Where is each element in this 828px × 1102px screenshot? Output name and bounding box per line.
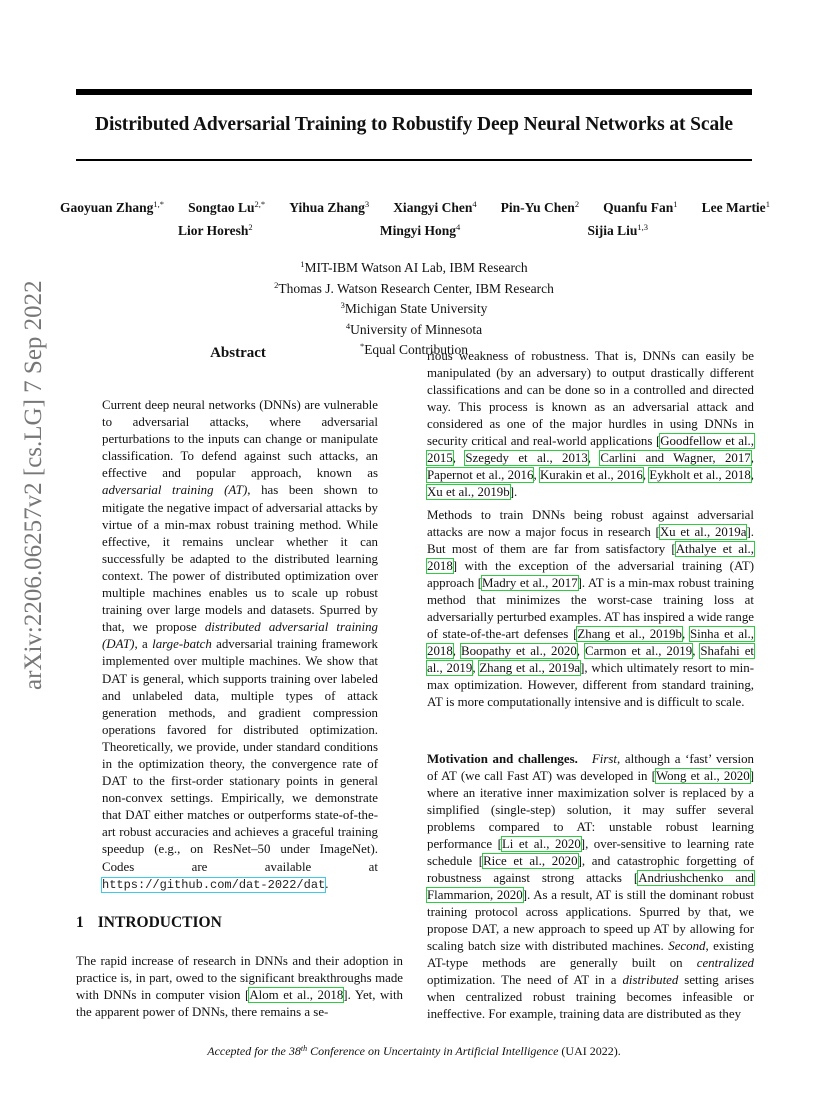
- arxiv-watermark: [20, 280, 60, 730]
- author-name: Lee Martie$^1$: [701, 199, 770, 215]
- author-name: Sijia Liu$^{1,3}$: [587, 222, 648, 238]
- code-link[interactable]: https://github.com/dat-2022/dat: [102, 877, 326, 892]
- section-heading: 1 INTRODUCTION: [76, 914, 222, 931]
- citation-link[interactable]: Madry et al., 2017: [482, 576, 578, 590]
- affiliation-line: $^1$MIT-IBM Watson AI Lab, IBM Research: [300, 259, 528, 275]
- author-list-row-1: [60, 199, 770, 216]
- citation-link[interactable]: Goodfellow et al., 2015: [427, 434, 754, 465]
- citation-link[interactable]: Zhang et al., 2019a: [479, 661, 581, 675]
- citation-link[interactable]: Kurakin et al., 2016: [539, 468, 643, 482]
- arxiv-id: arXiv:2206.06257v2 [cs.LG] 7 Sep 2022: [20, 280, 47, 690]
- affiliations: [76, 256, 752, 359]
- citation-link[interactable]: Carmon et al., 2019: [584, 644, 693, 658]
- citation-link[interactable]: Alom et al., 2018: [249, 988, 344, 1002]
- author-name: Quanfu Fan$^1$: [603, 199, 678, 215]
- title-rule: [76, 159, 752, 161]
- author-name: Yihua Zhang$^3$: [289, 199, 370, 215]
- citation-link[interactable]: Eykholt et al., 2018: [649, 468, 751, 482]
- affiliation-line: $^3$Michigan State University: [340, 300, 488, 317]
- author-name: Gaoyuan Zhang$^{1,*}$: [60, 199, 165, 215]
- top-rule: [76, 89, 752, 95]
- author-name: Lior Horesh$^2$: [178, 222, 253, 238]
- abstract-body: Current deep neural networks (DNNs) are vulnerable to adversarial attacks, where adversarial perturbations to the inputs can change or manipulate classification. To defend against such attacks, an effective and popular approach, known as adversarial training (AT), has been shown to mitigate the negative impact of adversarial attacks by virtue of a min-max robust training method. While effective, it remains unclear whether it can successfully be adapted to the distributed learning context. The power of distributed optimization over multiple machines enables us to scale up robust training over large models and datasets. Spurred by that, we propose distributed adversarial training (DAT), a large-batch adversarial training framework implemented over multiple machines. We show that DAT is general, which supports training over labeled and unlabeled data, multiple types of attack generation methods, and gradient compression operations favored for distributed optimization. Theoretically, we provide, under standard conditions in the optimization theory, the convergence rate of DAT to the first-order stationary points in general non-convex settings. Empirically, we demonstrate that DAT either matches or outperforms state-of-the-art robust accuracies and achieves a graceful training speedup (e.g., on ResNet–50 under ImageNet). Codes are available at https://github.com/dat-2022/dat.: [102, 398, 378, 892]
- right-paragraph-1: rious weakness of robustness. That is, DNNs can easily be manipulated (by an adversary) to output drastically different classifications and can be done so in a controlled and directed way. This process is known as an adversarial attack and considered as one of the major hurdles in using DNNs in security critical and real-world applications [Goodfellow et al., 2015, Szegedy et al., 2013, Carlini and Wagner, 2017, Papernot et al., 2016, Kurakin et al., 2016, Eykholt et al., 2018, Xu et al., 2019b].: [427, 349, 755, 499]
- citation-link[interactable]: Xu et al., 2019b: [427, 485, 510, 499]
- citation-link[interactable]: Shafahi et al., 2019: [427, 644, 755, 675]
- paper-title: Distributed Adversarial Training to Robustify Deep Neural Networks at Scale: [95, 114, 733, 135]
- citation-link[interactable]: Boopathy et al., 2020: [460, 644, 577, 658]
- author-name: Mingyi Hong$^4$: [379, 222, 461, 238]
- right-paragraph-2: Methods to train DNNs being robust against adversarial attacks are now a major focus in research [Xu et al., 2019a]. But most of them are far from satisfactory [Athalye et al., 2018] with the exception of the adversarial training (AT) approach [Madry et al., 2017]. AT is a min-max robust training method that minimizes the worst-case training loss at adversarially perturbed examples. AT has inspired a wide range of state-of-the-art defenses [Zhang et al., 2019b, Sinha et al., 2018, Boopathy et al., 2020, Carmon et al., 2019, Shafahi et al., 2019, Zhang et al., 2019a], which ultimately resort to min-max optimization. However, different from standard training, AT is more computationally intensive and is difficult to scale.: [427, 508, 755, 709]
- citation-link[interactable]: Szegedy et al., 2013: [465, 451, 588, 465]
- citation-link[interactable]: Athalye et al., 2018: [427, 542, 754, 573]
- citation-link[interactable]: Papernot et al., 2016: [427, 468, 534, 482]
- affiliation-line: $^4$University of Minnesota: [345, 320, 483, 337]
- conference-footer: Accepted for the 38th Conference on Uncertainty in Artificial Intelligence (UAI 2022).: [207, 1044, 621, 1058]
- citation-link[interactable]: Li et al., 2020: [501, 837, 581, 851]
- abstract-heading: Abstract: [210, 345, 266, 361]
- citation-link[interactable]: Carlini and Wagner, 2017: [600, 451, 751, 465]
- citation-link[interactable]: Rice et al., 2020: [483, 854, 578, 868]
- author-name: Pin-Yu Chen$^2$: [500, 199, 580, 215]
- right-paragraph-3: Motivation and challenges. First, although a ‘fast’ version of AT (we call Fast AT) was developed in [Wong et al., 2020] where an iterative inner maximization solver is replaced by a simplified (single-step) solution, it may suffer several problems compared to AT: unstable robust learning performance [Li et al., 2020], over-sensitive to learning rate schedule [Rice et al., 2020], and catastrophic forgetting of robustness against strong attacks [Andriushchenko and Flammarion, 2020]. As a result, AT is still the dominant robust training protocol across applications. Spurred by that, we propose DAT, a new approach to speed up AT by allowing for scaling batch size with distributed machines. Second, existing AT-type methods are generally built on centralized optimization. The need of AT in a distributed setting arises when centralized robust training becomes infeasible or ineffective. For example, training data are distributed as they: [427, 752, 755, 1021]
- author-name: Songtao $Lu^{2,*}$: [188, 199, 266, 215]
- citation-link[interactable]: Sinha et al., 2018: [427, 627, 754, 658]
- citation-link[interactable]: Xu et al., 2019a: [659, 525, 747, 539]
- author-list-row-2: [178, 222, 648, 239]
- affiliation-line: $^2$Thomas J. Watson Research Center, IBM Research: [274, 279, 554, 296]
- citation-link[interactable]: Wong et al., 2020: [655, 769, 750, 783]
- citation-link[interactable]: Andriushchenko and Flammarion, 2020: [427, 871, 755, 902]
- affiliation-line: *Equal Contribution: [359, 341, 469, 358]
- intro-paragraph: The rapid increase of research in DNNs and their adoption in practice is, in part, owed to the significant breakthroughs made with DNNs in computer vision [Alom et al., 2018]. Yet, with the apparent power of DNNs, there remains a se-: [76, 954, 403, 1019]
- author-name: Xiangyi Chen$^4$: [393, 199, 477, 215]
- paragraph-heading: Motivation and challenges.: [427, 752, 578, 766]
- citation-link[interactable]: Zhang et al., 2019b: [577, 627, 682, 641]
